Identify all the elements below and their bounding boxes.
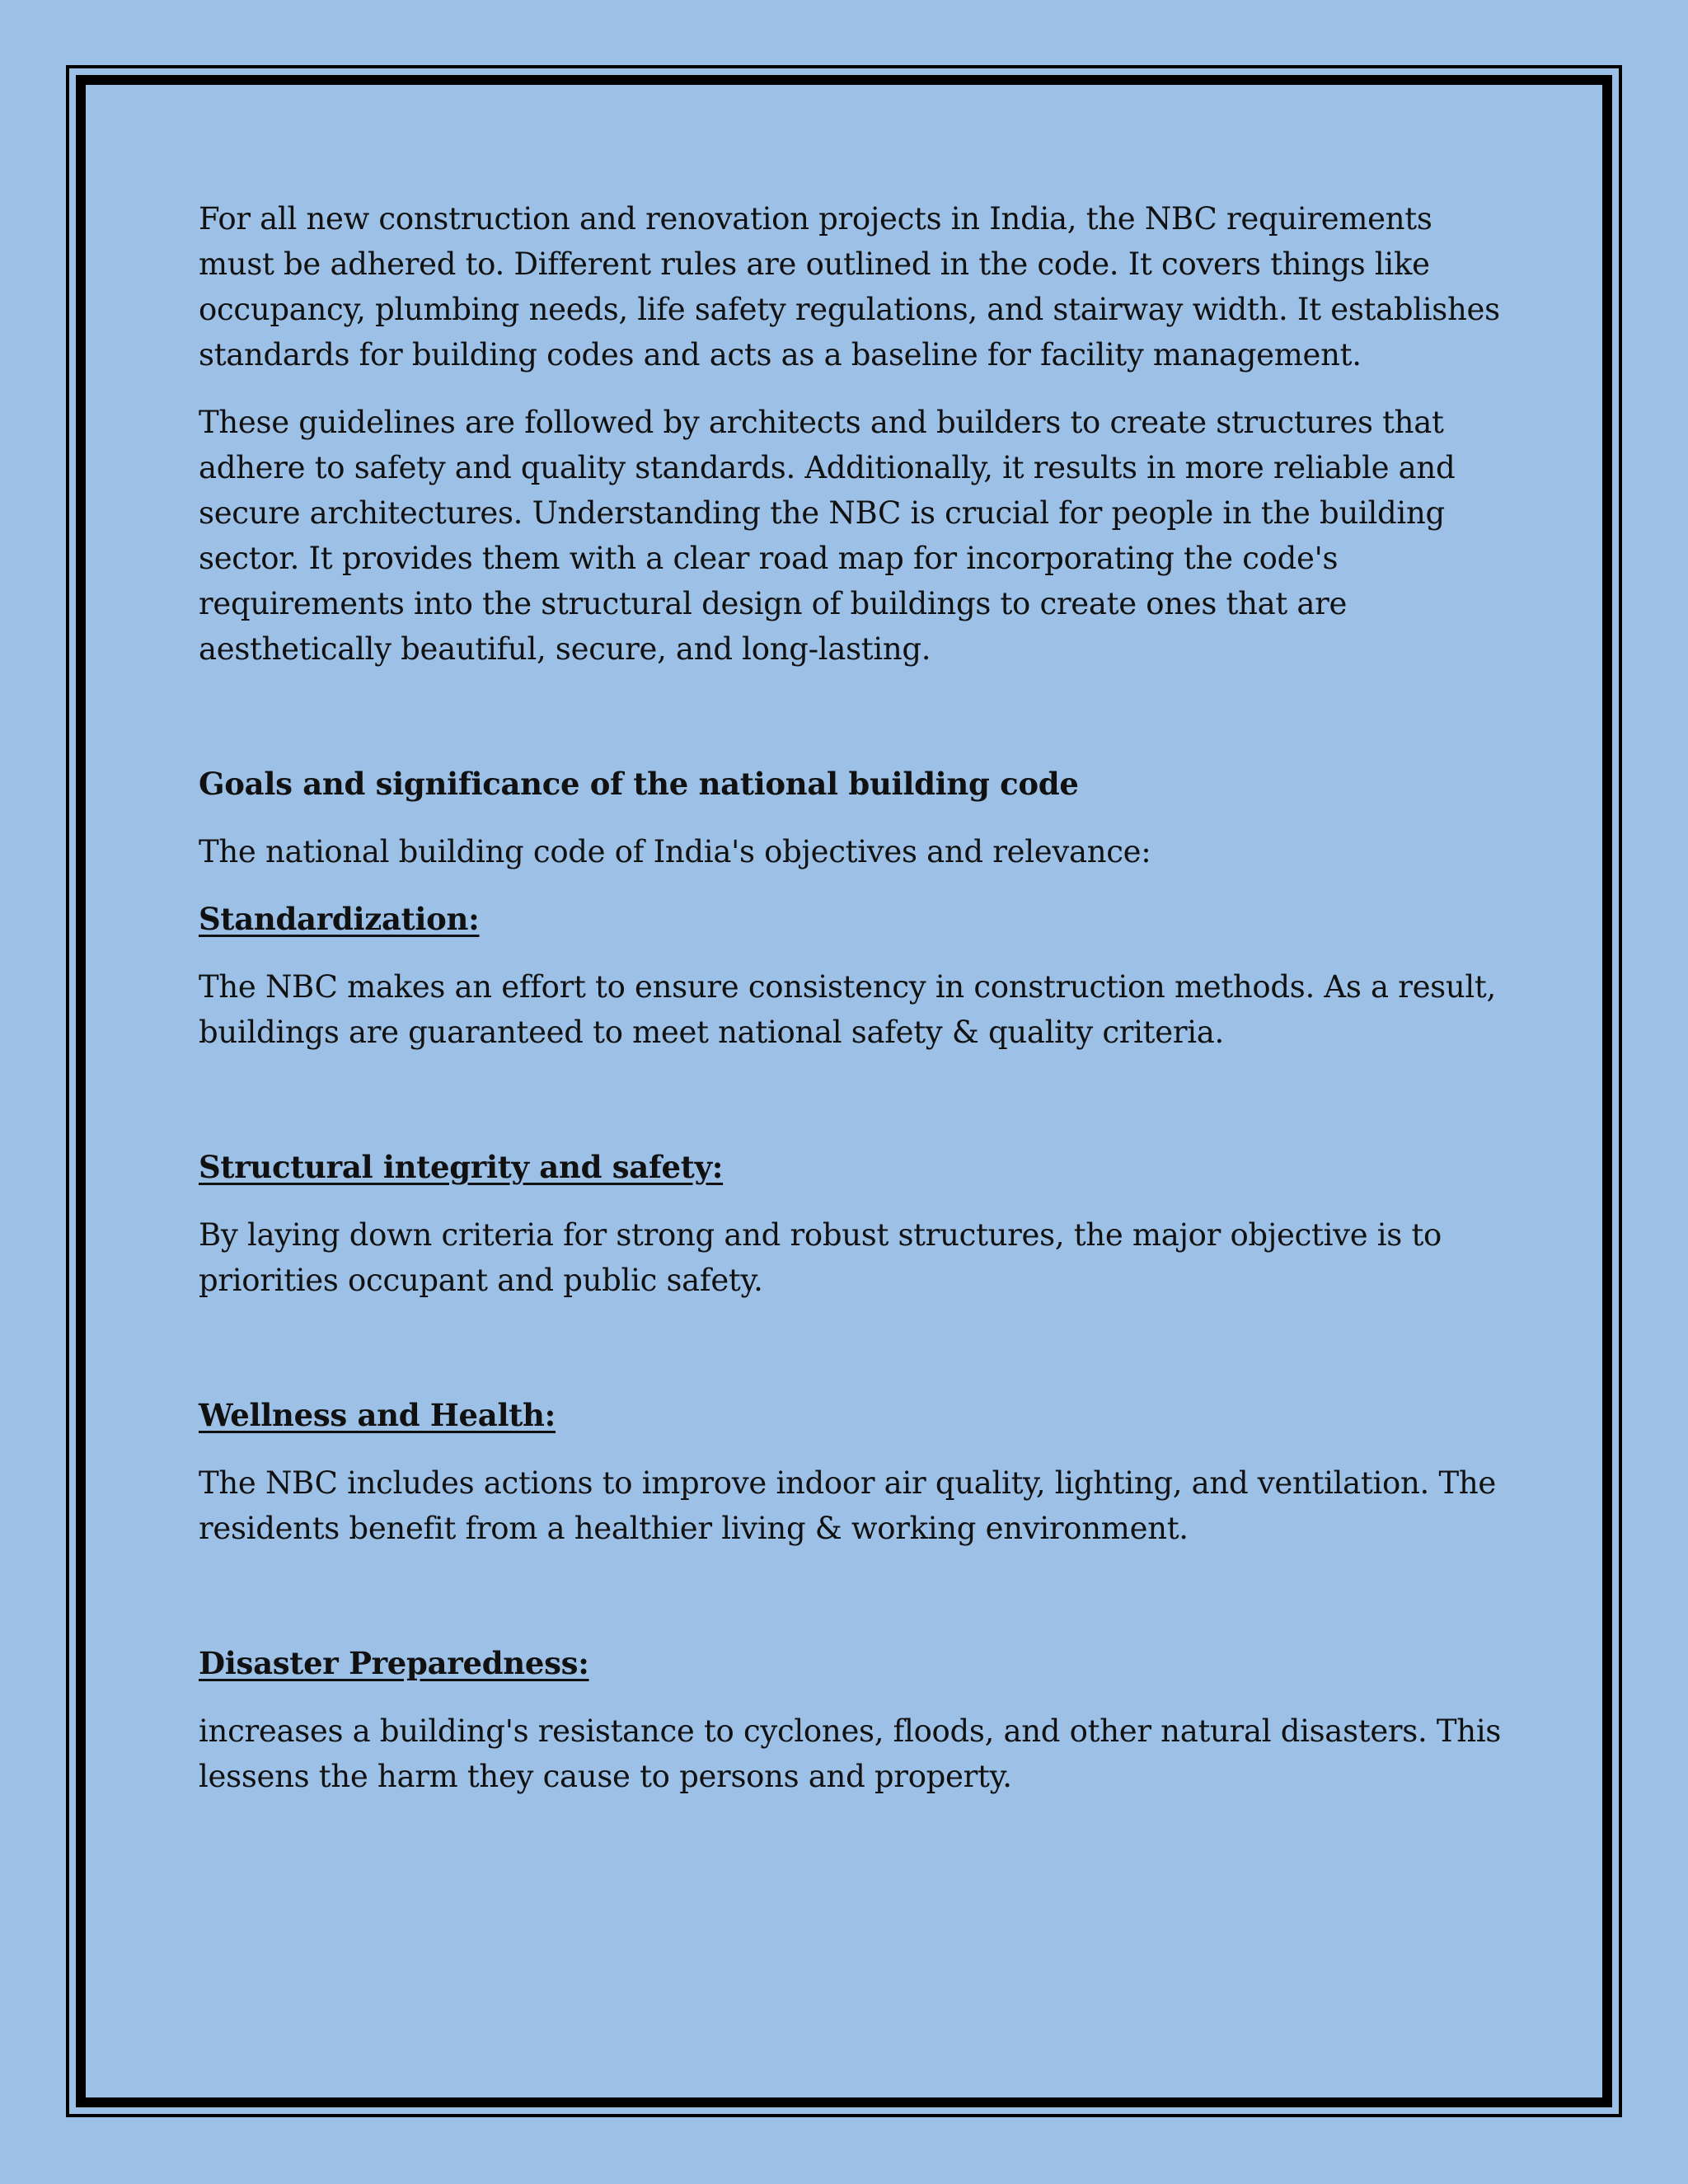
paragraph-nbc-requirements: For all new construction and renovation projects in India, the NBC requirements must be adhered to. Different rules are outlined in the code. It covers things like occupancy, plumbing needs, life safety regulations, and stairway width. It establishes standards for building codes and acts as a baseline for facility management. [199, 201, 1500, 373]
intro-paragraph: The national building code of India's objectives and relevance: [199, 834, 1151, 869]
document-body [199, 196, 1509, 1799]
body-standardization: The NBC makes an effort to ensure consistency in construction methods. As a result, buildings are guaranteed to meet national safety & quality criteria. [199, 969, 1496, 1050]
subheading-disaster-preparedness: Disaster Preparedness: [199, 1645, 589, 1681]
subheading-standardization: Standardization: [199, 901, 480, 937]
body-disaster-preparedness: increases a building's resistance to cyclones, floods, and other natural disasters. This lessens the harm they cause to persons and property. [199, 1713, 1502, 1794]
body-wellness-health: The NBC includes actions to improve indoor air quality, lighting, and ventilation. The residents benefit from a healthier living & working environment. [199, 1465, 1496, 1546]
subheading-structural-integrity: Structural integrity and safety: [199, 1149, 724, 1185]
body-structural-integrity: By laying down criteria for strong and robust structures, the major objective is to priorities occupant and public safety. [199, 1217, 1442, 1298]
paragraph-guidelines: These guidelines are followed by architects and builders to create structures that adhere to safety and quality standards. Additionally, it results in more reliable and secure architectures. Understanding the NBC is crucial for people in the building sector. It provides them with a clear road map for incorporating the code's requirements into the structural design of buildings to create ones that are aesthetically beautiful, secure, and long-lasting. [199, 405, 1456, 667]
subheading-wellness-health: Wellness and Health: [199, 1397, 556, 1433]
section-heading: Goals and significance of the national building code [199, 766, 1079, 802]
